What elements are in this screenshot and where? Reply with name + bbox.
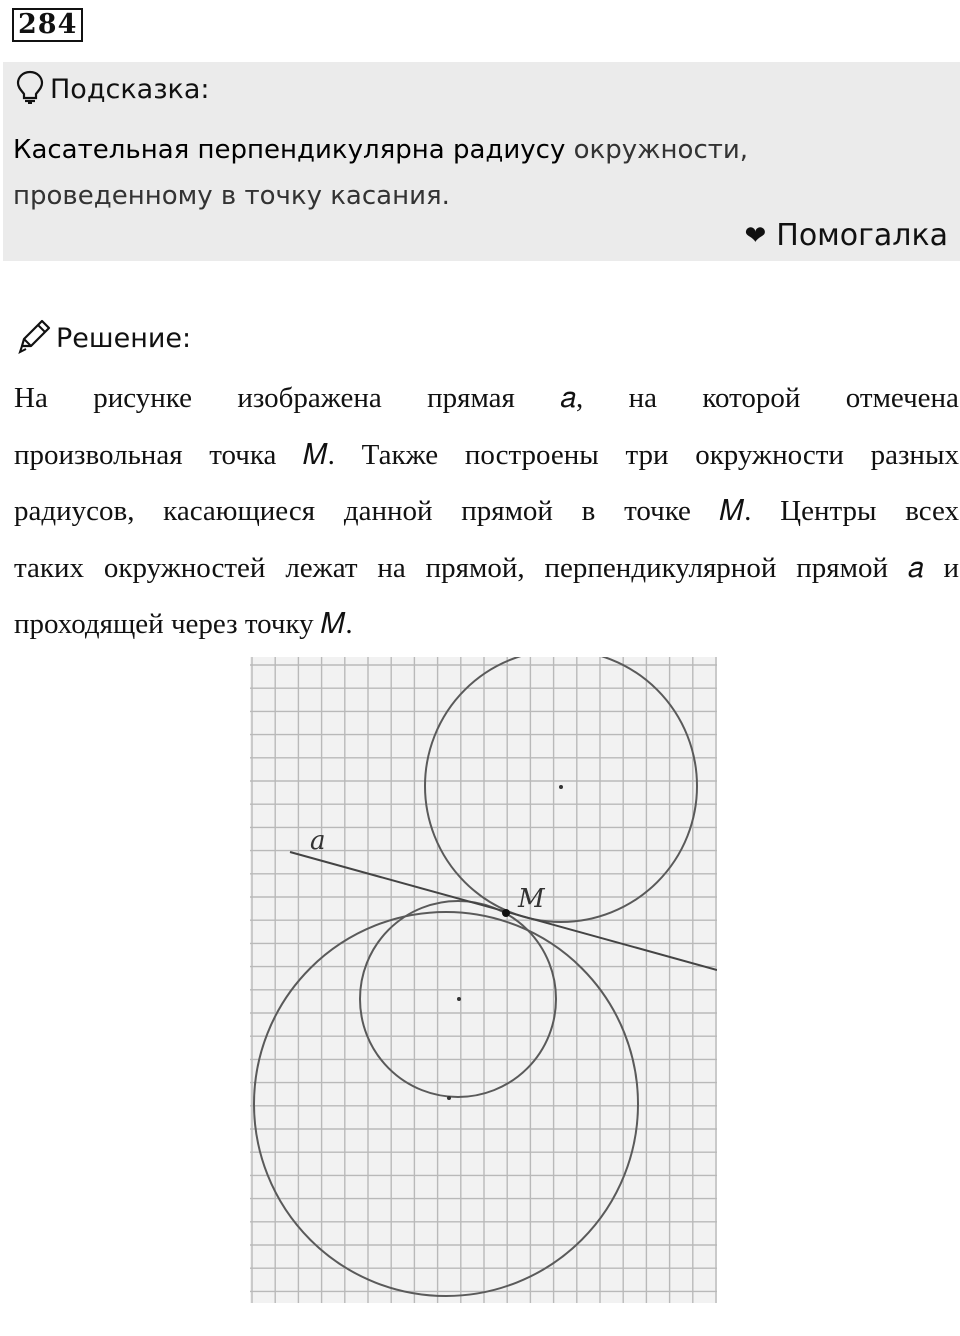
solution-word: проходящей [14,608,164,640]
hint-text-emphasis: Касательная перпендикулярна радиусу [13,135,566,165]
solution-word: и [943,551,959,584]
pencil-icon [16,318,52,358]
solution-word: рисунке [93,382,192,414]
solution-word: 𝑀. [719,495,752,527]
solution-word: 𝑎 [907,551,924,584]
center-large-dot [447,1096,451,1100]
solution-word: разных [870,438,959,471]
solution-word: перпендикулярной [544,551,777,584]
solution-line [14,427,959,484]
solution-word: радиусов, [14,495,135,527]
solution-word: касающиеся [163,495,316,527]
brand-label: Помогалка [776,218,948,253]
brand-link[interactable] [744,218,948,253]
solution-word: произвольная [14,438,183,471]
solution-line [14,540,959,597]
solution-word: точку [244,608,314,640]
solution-label: Решение: [56,322,192,354]
hint-text [13,127,953,219]
solution-text [14,370,959,653]
lightbulb-icon [16,70,44,108]
solution-line [14,596,959,653]
solution-word: точка [209,438,277,471]
solution-heading [16,318,191,358]
solution-word: на [377,551,406,584]
figure-construction [250,657,717,1303]
point-m-dot [502,909,510,917]
solution-word: прямая [427,382,515,414]
solution-word: всех [905,495,959,527]
solution-word: прямой, [425,551,525,584]
solution-word: 𝑀. [320,608,353,640]
heart-icon: ❤ [744,220,767,251]
solution-word: таких [14,551,85,584]
solution-word: Центры [780,495,877,527]
solution-word: изображена [237,382,382,414]
solution-word: Также [361,438,439,471]
hint-heading [16,70,210,108]
solution-word: На [14,382,48,414]
center-upper-dot [559,785,563,789]
solution-word: прямой [461,495,553,527]
line-a-label: a [310,826,326,856]
solution-line [14,370,959,427]
solution-line [14,483,959,540]
solution-word: данной [343,495,433,527]
solution-word: отмечена [845,382,959,414]
figure-svg [250,657,717,1303]
solution-word: прямой [796,551,888,584]
solution-word: 𝑎, [560,382,584,414]
solution-word: три [625,438,669,471]
solution-word: построены [464,438,599,471]
center-middle-dot [457,997,461,1001]
solution-word: лежат [285,551,358,584]
solution-word: окружностей [103,551,266,584]
hint-text-rest: окружности, проведенному в точку касания. [13,135,749,211]
solution-word: окружности [695,438,844,471]
solution-word: через [170,608,238,640]
point-m-label: M [518,884,545,914]
solution-word: на [628,382,657,414]
solution-word: 𝑀. [303,438,335,471]
hint-label: Подсказка: [50,73,210,105]
solution-word: точке [624,495,691,527]
solution-word: в [581,495,596,527]
task-number: 284 [12,8,83,42]
solution-word: которой [702,382,801,414]
